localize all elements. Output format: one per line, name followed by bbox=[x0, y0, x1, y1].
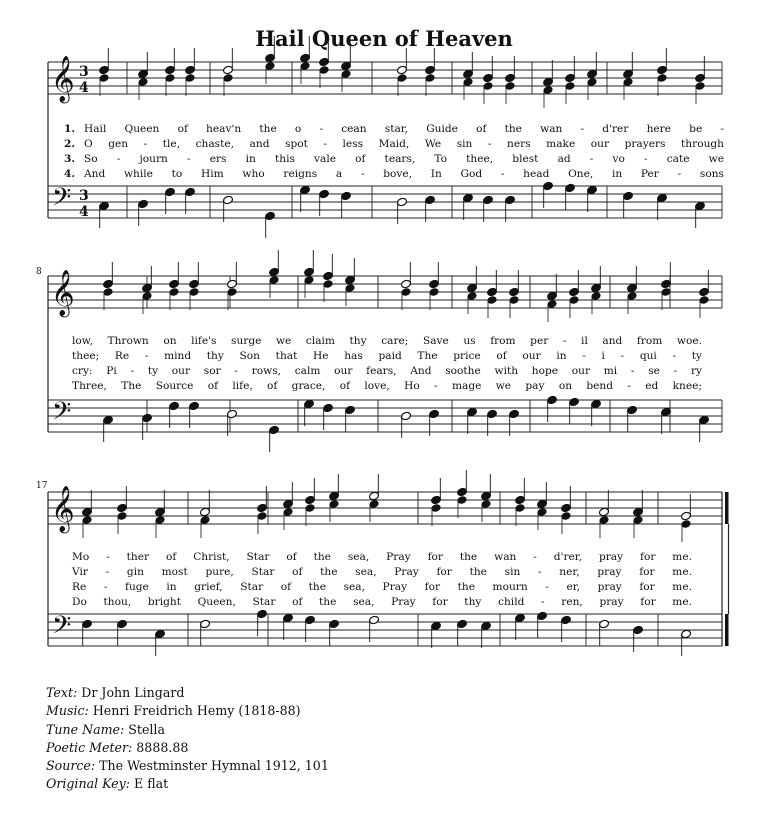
note-head bbox=[569, 296, 579, 305]
time-signature-top: 3 bbox=[79, 64, 89, 80]
note-head bbox=[155, 507, 166, 517]
note-head bbox=[505, 73, 516, 83]
note-head bbox=[401, 279, 412, 289]
note-head bbox=[227, 288, 237, 297]
credit-original-key: Original Key: E flat bbox=[46, 776, 169, 792]
note-head bbox=[200, 619, 211, 629]
note-head bbox=[599, 507, 610, 517]
note-head bbox=[155, 629, 166, 639]
note-head bbox=[185, 74, 195, 83]
measure-number-8: 8 bbox=[36, 267, 42, 277]
note-head bbox=[431, 504, 441, 513]
note-head bbox=[138, 69, 149, 79]
note-head bbox=[99, 65, 110, 75]
note-head bbox=[265, 53, 276, 63]
note-head bbox=[483, 195, 494, 205]
treble-clef-icon: 𝄞 bbox=[51, 56, 75, 102]
note-head bbox=[537, 499, 548, 509]
note-head bbox=[200, 516, 210, 525]
time-signature-bottom: 4 bbox=[79, 204, 89, 220]
final-barline bbox=[725, 614, 729, 646]
note-head bbox=[467, 407, 478, 417]
final-barline bbox=[725, 492, 729, 524]
note-head bbox=[165, 65, 176, 75]
note-head bbox=[515, 495, 526, 505]
credit-music: Music: Henri Freidrich Hemy (1818-88) bbox=[46, 703, 301, 719]
note-head bbox=[481, 500, 491, 509]
note-head bbox=[591, 283, 602, 293]
note-head bbox=[341, 61, 352, 71]
note-head bbox=[265, 62, 275, 71]
note-head bbox=[169, 401, 180, 411]
note-head bbox=[99, 74, 109, 83]
note-head bbox=[487, 296, 497, 305]
note-head bbox=[431, 495, 442, 505]
note-head bbox=[369, 491, 380, 501]
note-head bbox=[323, 271, 334, 281]
credit-text: Text: Dr John Lingard bbox=[46, 685, 185, 700]
note-head bbox=[467, 283, 478, 293]
note-head bbox=[467, 292, 477, 301]
note-head bbox=[345, 275, 356, 285]
note-head bbox=[599, 516, 609, 525]
lyrics-system-3 bbox=[72, 550, 692, 610]
note-head bbox=[401, 411, 412, 421]
note-head bbox=[82, 619, 93, 629]
credit-poetic-meter: Poetic Meter: 8888.88 bbox=[46, 739, 189, 755]
note-head bbox=[627, 283, 638, 293]
lyrics-system-1 bbox=[64, 122, 724, 182]
note-head bbox=[699, 287, 710, 297]
lyric-line-verse-2: 2. O gen - tle, chaste, and spot - less Maid, We sin - ners make our prayers through bbox=[64, 138, 724, 150]
note-head bbox=[257, 503, 268, 513]
lyric-line-verse-1: low, Thrown on life's surge we claim thy care; Save us from per - il and from woe. bbox=[72, 335, 702, 347]
note-head bbox=[481, 621, 492, 631]
lyrics-system-2 bbox=[72, 334, 702, 394]
note-head bbox=[257, 609, 268, 619]
note-head bbox=[283, 499, 294, 509]
credit-tune-name: Tune Name: Stella bbox=[46, 721, 165, 737]
note-head bbox=[481, 491, 492, 501]
note-head bbox=[483, 73, 494, 83]
note-head bbox=[142, 413, 153, 423]
note-head bbox=[369, 500, 379, 509]
note-head bbox=[300, 62, 310, 71]
lyric-line-verse-1: Mo - ther of Christ, Star of the sea, Pray for the wan - d'rer, pray for me. bbox=[72, 551, 692, 563]
note-head bbox=[304, 399, 315, 409]
note-head bbox=[82, 516, 92, 525]
note-head bbox=[633, 625, 644, 635]
note-head bbox=[397, 197, 408, 207]
note-head bbox=[169, 279, 180, 289]
hymn-title: Hail Queen of Heaven bbox=[255, 26, 513, 51]
note-head bbox=[341, 191, 352, 201]
bass-clef-icon: 𝄢 bbox=[52, 397, 72, 432]
note-head bbox=[117, 512, 127, 521]
note-head bbox=[429, 409, 440, 419]
note-head bbox=[515, 613, 526, 623]
note-head bbox=[657, 65, 668, 75]
note-head bbox=[681, 511, 692, 521]
note-head bbox=[117, 619, 128, 629]
note-head bbox=[305, 615, 316, 625]
note-head bbox=[300, 185, 311, 195]
note-head bbox=[591, 399, 602, 409]
note-head bbox=[457, 619, 468, 629]
note-head bbox=[155, 516, 165, 525]
note-head bbox=[223, 195, 234, 205]
note-head bbox=[185, 187, 196, 197]
note-head bbox=[661, 288, 671, 297]
lyric-line-verse-3: cry: Pi - ty our sor - rows, calm our fears, And soothe with hope our mi - se - ry bbox=[72, 365, 702, 377]
note-head bbox=[623, 78, 633, 87]
note-head bbox=[142, 283, 153, 293]
note-head bbox=[397, 74, 407, 83]
time-signature-top: 3 bbox=[79, 188, 89, 204]
bass-clef-icon: 𝄢 bbox=[52, 183, 72, 218]
time-signature-bottom: 4 bbox=[79, 80, 89, 96]
note-head bbox=[561, 512, 571, 521]
note-head bbox=[329, 619, 340, 629]
note-head bbox=[165, 187, 176, 197]
note-head bbox=[565, 73, 576, 83]
lyric-line-verse-3: Re - fuge in grief, Star of the sea, Pray for the mourn - er, pray for me. bbox=[72, 581, 692, 593]
note-head bbox=[223, 65, 234, 75]
note-head bbox=[515, 504, 525, 513]
note-head bbox=[283, 508, 293, 517]
note-head bbox=[319, 66, 329, 75]
note-head bbox=[227, 279, 238, 289]
note-head bbox=[431, 621, 442, 631]
note-head bbox=[200, 507, 211, 517]
note-head bbox=[681, 520, 691, 529]
note-head bbox=[509, 409, 520, 419]
note-head bbox=[599, 619, 610, 629]
note-head bbox=[487, 287, 498, 297]
note-head bbox=[699, 296, 709, 305]
note-head bbox=[300, 53, 311, 63]
note-head bbox=[429, 279, 440, 289]
note-head bbox=[565, 82, 575, 91]
note-head bbox=[561, 615, 572, 625]
bass-clef-icon: 𝄢 bbox=[52, 611, 72, 646]
note-head bbox=[565, 183, 576, 193]
note-head bbox=[561, 503, 572, 513]
note-head bbox=[269, 425, 280, 435]
note-head bbox=[699, 415, 710, 425]
lyric-line-verse-3: 3. So - journ - ers in this vale of tears, To thee, blest ad - vo - cate we bbox=[64, 153, 724, 165]
note-head bbox=[457, 496, 467, 505]
note-head bbox=[169, 288, 179, 297]
note-head bbox=[283, 613, 294, 623]
note-head bbox=[142, 292, 152, 301]
note-head bbox=[329, 491, 340, 501]
note-head bbox=[587, 185, 598, 195]
note-head bbox=[587, 78, 597, 87]
note-head bbox=[537, 611, 548, 621]
note-head bbox=[425, 195, 436, 205]
note-head bbox=[633, 516, 643, 525]
note-head bbox=[138, 78, 148, 87]
measure-number-17: 17 bbox=[36, 481, 48, 491]
note-head bbox=[633, 507, 644, 517]
note-head bbox=[457, 487, 468, 497]
note-head bbox=[189, 401, 200, 411]
note-head bbox=[623, 69, 634, 79]
note-head bbox=[227, 409, 238, 419]
note-head bbox=[305, 504, 315, 513]
credit-source: Source: The Westminster Hymnal 1912, 101 bbox=[46, 758, 329, 774]
note-head bbox=[483, 82, 493, 91]
note-head bbox=[587, 69, 598, 79]
lyric-line-verse-2: thee; Re - mind thy Son that He has paid The price of our in - i - qui - ty bbox=[72, 350, 702, 362]
note-head bbox=[269, 267, 280, 277]
note-head bbox=[695, 201, 706, 211]
note-head bbox=[319, 57, 330, 67]
note-head bbox=[138, 199, 149, 209]
note-head bbox=[99, 201, 110, 211]
note-head bbox=[165, 74, 175, 83]
note-head bbox=[429, 288, 439, 297]
note-head bbox=[345, 405, 356, 415]
note-head bbox=[304, 267, 315, 277]
note-head bbox=[463, 78, 473, 87]
credits-block bbox=[46, 684, 329, 794]
note-head bbox=[341, 70, 351, 79]
note-head bbox=[223, 74, 233, 83]
note-head bbox=[103, 279, 114, 289]
note-head bbox=[627, 292, 637, 301]
note-head bbox=[509, 287, 520, 297]
note-head bbox=[82, 507, 93, 517]
note-head bbox=[269, 276, 279, 285]
note-head bbox=[627, 405, 638, 415]
note-head bbox=[345, 284, 355, 293]
note-head bbox=[425, 74, 435, 83]
lyric-line-verse-4: Do thou, bright Queen, Star of the sea, Pray for thy child - ren, pray for me. bbox=[72, 596, 692, 608]
note-head bbox=[401, 288, 411, 297]
note-head bbox=[257, 512, 267, 521]
note-head bbox=[695, 82, 705, 91]
note-head bbox=[623, 191, 634, 201]
note-head bbox=[505, 82, 515, 91]
note-head bbox=[425, 65, 436, 75]
lyric-line-verse-4: 4. And while to Him who reigns a - bove, In God - head One, in Per - sons bbox=[64, 168, 724, 180]
treble-clef-icon: 𝄞 bbox=[51, 270, 75, 316]
note-head bbox=[537, 508, 547, 517]
note-head bbox=[547, 395, 558, 405]
note-head bbox=[591, 292, 601, 301]
note-head bbox=[305, 495, 316, 505]
note-head bbox=[543, 86, 553, 95]
note-head bbox=[569, 397, 580, 407]
note-head bbox=[103, 415, 114, 425]
note-head bbox=[569, 287, 580, 297]
note-head bbox=[103, 288, 113, 297]
note-head bbox=[323, 280, 333, 289]
note-head bbox=[657, 193, 668, 203]
note-head bbox=[681, 629, 692, 639]
note-head bbox=[185, 65, 196, 75]
note-head bbox=[189, 288, 199, 297]
lyric-line-verse-1: 1. Hail Queen of heav'n the o - cean star, Guide of the wan - d'rer here be - bbox=[64, 123, 724, 135]
note-head bbox=[319, 189, 330, 199]
note-head bbox=[369, 615, 380, 625]
note-head bbox=[543, 77, 554, 87]
lyric-line-verse-4: Three, The Source of life, of grace, of love, Ho - mage we pay on bend - ed knee; bbox=[72, 380, 702, 392]
note-head bbox=[657, 74, 667, 83]
note-head bbox=[505, 195, 516, 205]
note-head bbox=[397, 65, 408, 75]
note-head bbox=[265, 211, 276, 221]
note-head bbox=[463, 69, 474, 79]
note-head bbox=[329, 500, 339, 509]
note-head bbox=[543, 181, 554, 191]
note-head bbox=[695, 73, 706, 83]
note-head bbox=[509, 296, 519, 305]
note-head bbox=[487, 409, 498, 419]
treble-clef-icon: 𝄞 bbox=[51, 486, 75, 532]
note-head bbox=[304, 276, 314, 285]
note-head bbox=[117, 503, 128, 513]
note-head bbox=[463, 193, 474, 203]
note-head bbox=[547, 291, 558, 301]
note-head bbox=[189, 279, 200, 289]
lyric-line-verse-2: Vir - gin most pure, Star of the sea, Pray for the sin - ner, pray for me. bbox=[72, 566, 692, 578]
note-head bbox=[323, 403, 334, 413]
note-head bbox=[547, 300, 557, 309]
